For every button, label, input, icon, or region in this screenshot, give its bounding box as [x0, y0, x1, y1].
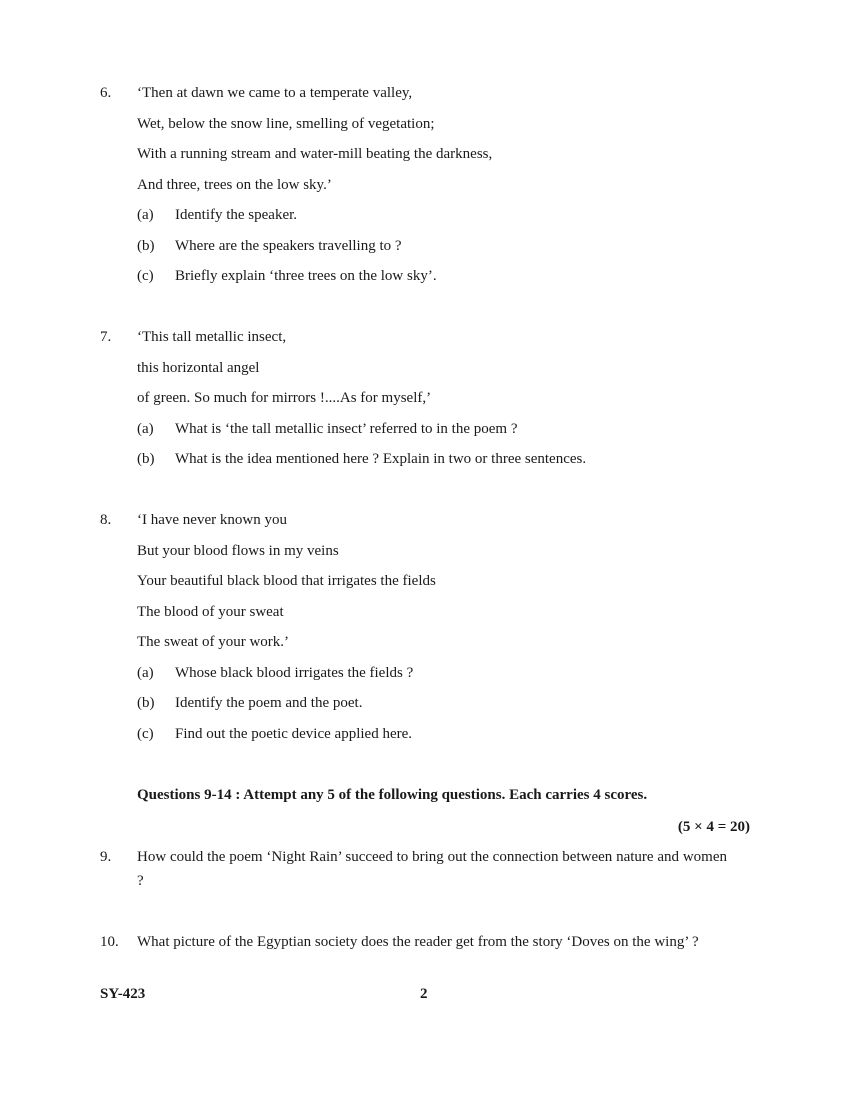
subquestion-text: Briefly explain ‘three trees on the low sky’. — [175, 268, 437, 284]
poem-line: But your blood flows in my veins — [137, 543, 339, 559]
page-number: 2 — [420, 986, 428, 1002]
subquestion-mark: (b) — [137, 695, 155, 711]
poem-line: And three, trees on the low sky.’ — [137, 177, 332, 193]
section-marks: (5 × 4 = 20) — [677, 819, 750, 835]
poem-line: The sweat of your work.’ — [137, 634, 290, 650]
subquestion-text: Where are the speakers travelling to ? — [175, 238, 402, 254]
question-number: 9. — [100, 849, 112, 865]
question-number: 6. — [100, 85, 112, 101]
subquestion-text: What is the idea mentioned here ? Explain in two or three sentences. — [175, 451, 587, 467]
poem-line: ‘Then at dawn we came to a temperate valley, — [137, 85, 413, 101]
poem-line: ‘This tall metallic insect, — [137, 329, 287, 345]
question-text: How could the poem ‘Night Rain’ succeed to bring out the connection between nature and women ? — [137, 849, 727, 889]
subquestion-text: Find out the poetic device applied here. — [175, 726, 413, 742]
poem-line: With a running stream and water-mill beating the darkness, — [137, 146, 493, 162]
subquestion-text: Identify the speaker. — [175, 207, 298, 223]
subquestion-text: Whose black blood irrigates the fields ? — [175, 665, 414, 681]
subquestion-mark: (a) — [137, 665, 154, 681]
poem-line: Your beautiful black blood that irrigates the fields — [137, 573, 436, 589]
subquestion-text: Identify the poem and the poet. — [175, 695, 363, 711]
subquestion-mark: (c) — [137, 268, 154, 284]
poem-line: this horizontal angel — [137, 360, 260, 376]
subquestion-mark: (b) — [137, 451, 155, 467]
section-heading: Questions 9-14 : Attempt any 5 of the following questions. Each carries 4 scores. — [137, 787, 648, 803]
poem-line: of green. So much for mirrors !....As for myself,’ — [137, 390, 432, 406]
question-number: 8. — [100, 512, 112, 528]
subquestion-mark: (b) — [137, 238, 155, 254]
question-number: 10. — [100, 934, 119, 950]
subquestion-mark: (c) — [137, 726, 154, 742]
subquestion-mark: (a) — [137, 207, 154, 223]
question-text: What picture of the Egyptian society does the reader get from the story ‘Doves on the wing’ ? — [137, 934, 699, 950]
poem-line: Wet, below the snow line, smelling of vegetation; — [137, 116, 435, 132]
subquestion-mark: (a) — [137, 421, 154, 437]
question-number: 7. — [100, 329, 112, 345]
poem-line: The blood of your sweat — [137, 604, 284, 620]
paper-code: SY-423 — [100, 986, 146, 1002]
subquestion-text: What is ‘the tall metallic insect’ referred to in the poem ? — [175, 421, 518, 437]
poem-line: ‘I have never known you — [137, 512, 287, 528]
